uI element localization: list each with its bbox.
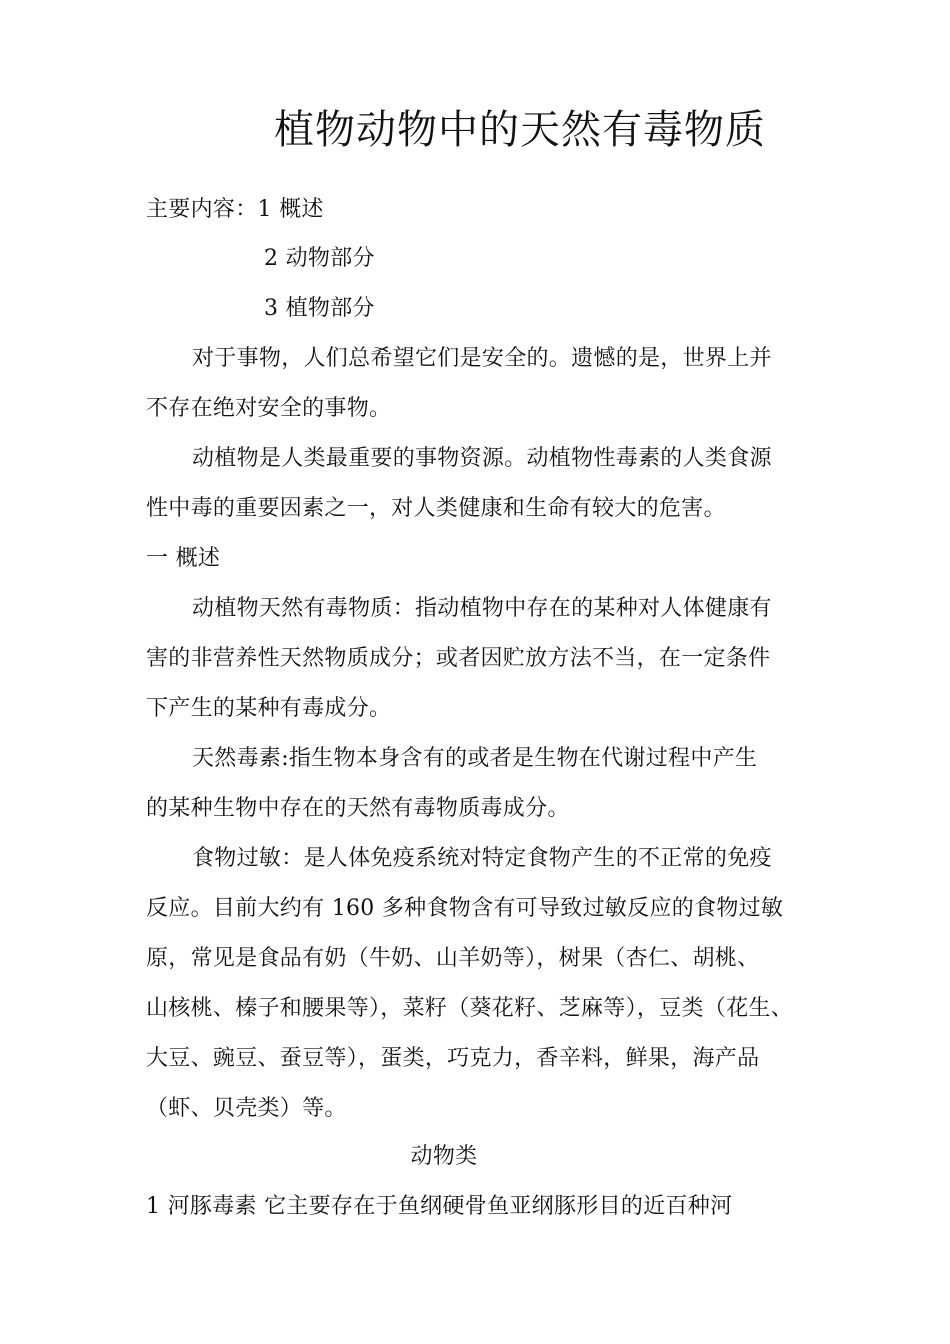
toc-line-3: 3 植物部分 (264, 296, 375, 321)
paragraph-5-line-4: 山核桃、榛子和腰果等），菜籽（葵花籽、芝麻等），豆类（花生、 (146, 996, 794, 1021)
paragraph-5-line-5: 大豆、豌豆、蚕豆等），蛋类，巧克力，香辛料，鲜果，海产品 (146, 1046, 760, 1071)
section-heading-overview: 一 概述 (146, 546, 221, 571)
subsection-heading-animals: 动物类 (410, 1144, 478, 1169)
paragraph-2-line-1: 动植物是人类最重要的事物资源。动植物性毒素的人类食源 (192, 446, 772, 471)
paragraph-3-line-2: 害的非营养性天然物质成分；或者因贮放方法不当，在一定条件 (146, 646, 771, 671)
paragraph-1-line-2: 不存在绝对安全的事物。 (146, 396, 392, 421)
paragraph-3-line-1: 动植物天然有毒物质：指动植物中存在的某种对人体健康有 (192, 596, 772, 621)
paragraph-4-line-2: 的某种生物中存在的天然有毒物质毒成分。 (146, 796, 570, 821)
toc-line-1: 主要内容：1 概述 (146, 197, 324, 222)
paragraph-3-line-3: 下产生的某种有毒成分。 (146, 696, 392, 721)
document-title: 植物动物中的天然有毒物质 (274, 107, 766, 153)
paragraph-2-line-2: 性中毒的重要因素之一，对人类健康和生命有较大的危害。 (146, 496, 726, 521)
paragraph-4-line-1: 天然毒素:指生物本身含有的或者是生物在代谢过程中产生 (192, 746, 758, 771)
paragraph-1-line-1: 对于事物，人们总希望它们是安全的。遗憾的是，世界上并 (192, 346, 772, 371)
paragraph-5-line-6: （虾、贝壳类）等。 (146, 1096, 347, 1121)
toc-line-2: 2 动物部分 (264, 246, 375, 271)
paragraph-5-line-2: 反应。目前大约有 160 多种食物含有可导致过敏反应的食物过敏 (146, 896, 784, 921)
paragraph-5-line-1: 食物过敏：是人体免疫系统对特定食物产生的不正常的免疫 (192, 846, 772, 871)
paragraph-5-line-3: 原，常见是食品有奶（牛奶、山羊奶等），树果（杏仁、胡桃、 (146, 946, 760, 971)
paragraph-6-line-1: 1 河豚毒素 它主要存在于鱼纲硬骨鱼亚纲豚形目的近百种河 (146, 1194, 733, 1219)
